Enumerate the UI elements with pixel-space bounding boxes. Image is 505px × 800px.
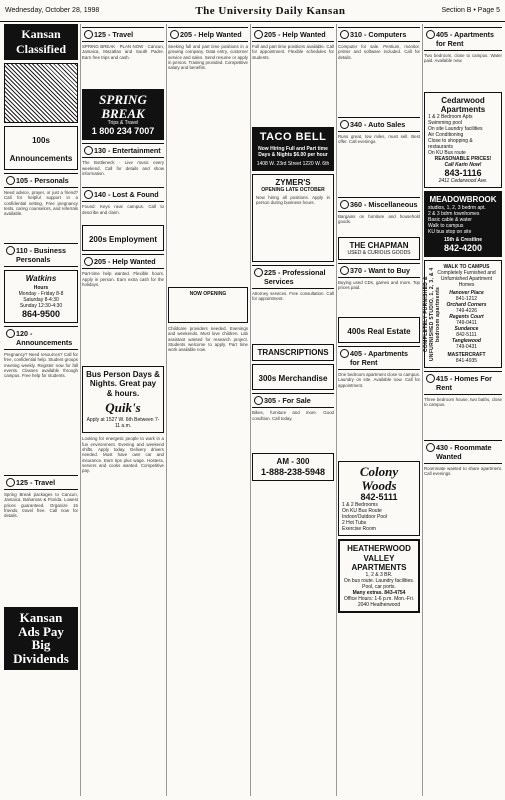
column-6 xyxy=(424,24,502,796)
travel-text: Spring Break packages to Cancun, Jamaica, Bahamas & Florida. Lowest prices guaranteed. Organize 15 friends, travel free. Call now for details. xyxy=(4,492,78,519)
quiks-ad: Bus Person Days & Nights. Great pay & hours. Quik's Apply at 1527 W. 6th Between 7-11 a.m. xyxy=(82,366,164,433)
travel-text-2: SPRING BREAK · PLAN NOW · Cancun, Jamaica, Mazatlan and South Padre. Earn free trips and cash. xyxy=(82,44,164,60)
header-announcements: 120 - Announcements xyxy=(4,326,78,350)
header-personals: 105 - Personals xyxy=(4,173,78,188)
merchandise-section-banner: 300s Merchandise xyxy=(252,364,334,390)
want-buy-text: Buying used CDs, games and more. Top prices paid. xyxy=(338,280,420,291)
walk-to-campus-ad: COMPLETELY FURNISHED & UNFURNISHED STUDIO, 1, 2, 3, & 4 bedroom apartments WALK TO CAMPUS Completely Furnished and Unfurnished Apartment Homes Hanover Place 841-1212 Orchard Corners 749-4226 Regents Court 749-0411 Sundance 842-5111 Tanglewood 749-0431 MASTERCRAFT 841-4935 xyxy=(424,260,502,368)
header-misc: 360 - Miscellaneous xyxy=(338,197,420,212)
header-roommate: 430 - Roommate Wanted xyxy=(424,440,502,464)
cedarwood-ad: Cedarwood Apartments 1 & 2 Bedroom Apts Swimming pool On site Laundry facilities Air Conditioning Close to shopping & restaurants On KU Bus route REASONABLE PRICES! Call Karin Now! 843-1116 2411 Cedarwood Ave. xyxy=(424,92,502,188)
watkins-phone: 864-9500 xyxy=(21,309,61,320)
watkins-ad: Watkins Hours Monday - Friday 8-8 Saturday 8-4:30 Sunday 12:30-4:30 864-9500 xyxy=(4,270,78,323)
masthead-date: Wednesday, October 28, 1998 xyxy=(5,7,100,14)
transcription-ad: TRANSCRIPTIONS xyxy=(252,344,334,361)
header-help-wanted-4: 205 - Help Wanted xyxy=(252,27,334,42)
heatherwood-ad: HEATHERWOOD VALLEY APARTMENTS 1, 2 & 3 BR. On bus route. Laundry facilities. Pool, car ports. Many extras. 843-4754 Office Hours: 1-6 p.m. Mon.-Fri. 2040 Heatherwood xyxy=(338,539,420,613)
apartments-text-6: Two bedroom, close to campus. Water paid. Available now. xyxy=(424,53,502,64)
ads-pay-banner: Kansan Ads Pay Big Dividends xyxy=(4,607,78,670)
entertainment-text: The Bottleneck · Live music every weekend. Call for details and show information. xyxy=(82,160,164,176)
header-travel: 125 - Travel xyxy=(4,475,78,490)
header-travel-2: 125 - Travel xyxy=(82,27,164,42)
help-wanted-text-5: Childcare providers needed. Evenings and weekends. Must love children. Lab assistant wanted for research project. Students welcome to apply. Part time work available now. xyxy=(168,326,248,353)
announcements-section-banner: 100s Announcements xyxy=(4,126,78,170)
column-2 xyxy=(82,24,164,796)
header-want-to-buy: 370 - Want to Buy xyxy=(338,263,420,278)
header-homes-rent: 415 - Homes For Rent xyxy=(424,371,502,395)
spring-break-ad: SPRING BREAK Trips & Travel 1 800 234 7007 xyxy=(82,89,164,140)
watkins-name: Watkins xyxy=(25,274,57,283)
announcements-text: Pregnancy? Need resources? Call for free, confidential help. Student groups meeting weekly. Register now for fall events. Classes available through campus. Free help for students. xyxy=(4,352,78,379)
header-apartments-5: 405 - Apartments for Rent xyxy=(338,346,420,370)
header-computers: 310 - Computers xyxy=(338,27,420,42)
help-wanted-text-4: Seeking full and part time positions in a growing company. Data entry, customer service and sales. Send resume or apply in person. Training provided. Competitive salary and benefits. xyxy=(168,44,248,71)
roommate-text: Roommate wanted to share apartment. Call evenings. xyxy=(424,465,502,476)
meadowbrook-ad: MEADOWBROOK studios, 1, 2, 3 bedrm apt. 2 & 3 bdrm townhomes Basic cable & water Walk to campus KU bus stop on site 15th & Crestline 842-4200 xyxy=(424,191,502,256)
header-business-personals: 110 - Business Personals xyxy=(4,243,78,267)
help-wanted-text-2: Part-time help wanted. Flexible hours. Apply in person. Earn extra cash for the holidays. xyxy=(82,271,164,287)
for-sale-text: Bikes, furniture and more. Good condition. Call today. xyxy=(252,410,334,421)
kansan-classified-logo: Kansan Classified xyxy=(4,24,78,60)
header-professional-services: 225 - Professional Services xyxy=(252,265,334,289)
zymers-ad: ZYMER'S OPENING LATE OCTOBER Now hiring all positions. Apply in person during business hours. xyxy=(252,174,334,262)
homes-text: Three bedroom house, two baths, close to campus. xyxy=(424,396,502,407)
header-help-wanted-2: 205 - Help Wanted xyxy=(82,254,164,269)
colony-woods-logo: Colony Woods xyxy=(359,464,399,493)
column-3 xyxy=(168,24,248,796)
meadowbrook-logo: MEADOWBROOK xyxy=(429,195,497,205)
quiks-logo: Quik's xyxy=(105,399,141,415)
column-4 xyxy=(252,24,334,796)
cedarwood-logo: Cedarwood Apartments xyxy=(440,96,486,115)
lost-found-text: Found: Keys near campus. Call to describe and claim. xyxy=(82,204,164,215)
apartments-text-5: One bedroom apartment close to campus. Laundry on site. Available now. Call for appointment. xyxy=(338,372,421,388)
heatherwood-logo: HEATHERWOOD VALLEY APARTMENTS xyxy=(347,544,411,572)
column-5 xyxy=(338,24,420,796)
auto-text: Runs great, low miles, must sell. Best offer. Call evenings. xyxy=(338,134,420,145)
taco-bell-logo: TACO BELL xyxy=(259,131,327,143)
misc-text: Bargains on furniture and household goods. xyxy=(338,214,420,225)
real-estate-section-banner: 400s Real Estate xyxy=(338,317,420,343)
masthead-title: The University Daily Kansan xyxy=(195,4,346,17)
header-for-sale: 305 - For Sale xyxy=(252,393,334,408)
personals-text: Need advice, prayer, or just a friend? Call for helpful support in a confidential setting. Free pregnancy tests, caring counselors, and referrals available. xyxy=(4,190,78,217)
header-lost-found: 140 - Lost & Found xyxy=(82,187,164,202)
masthead-section: Section B • Page 5 xyxy=(441,7,500,14)
header-help-wanted-3: 205 - Help Wanted xyxy=(168,27,248,42)
colony-woods-ad: Colony Woods 842-5111 1 & 2 Bedrooms On KU Bus Route Indoor/Outdoor Pool 2 Hot Tubs Exercise Room xyxy=(338,461,420,536)
professional-text: Attorney services. Free consultation. Call for appointment. xyxy=(252,291,334,302)
header-apartments-6: 405 - Apartments for Rent xyxy=(424,27,502,51)
computers-text: Computer for sale. Pentium, monitor, printer and software included. Call for details. xyxy=(338,44,420,60)
help-wanted-text-3: Looking for energetic people to work in a fun environment. Evening and weekend shifts. Apply today. Delivery drivers needed. Must have own car and insurance. Earn tips plus wage. Hostess, servers and cooks wanted. Competitive pay. xyxy=(82,436,164,474)
am300-ad: AM - 300 1-888-238-5948 xyxy=(252,453,334,480)
taco-bell-ad: TACO BELL Now Hiring Full and Part time Days & Nights $6.00 per hour 1408 W. 23rd Street 1220 W. 6th xyxy=(252,127,334,171)
travel-phone: 1 800 234 7007 xyxy=(91,126,155,137)
classified-index-box xyxy=(4,63,78,123)
header-auto-sales: 340 - Auto Sales xyxy=(338,117,420,132)
help-wanted-text-6: Full and part time positions available. Call for appointment. Flexible schedules for students. xyxy=(252,44,334,60)
zymers-logo: ZYMER'S xyxy=(275,178,311,187)
header-entertainment: 130 - Entertainment xyxy=(82,143,164,158)
chapman-logo: THE CHAPMAN xyxy=(349,241,409,250)
now-opening-box: NOW OPENING xyxy=(168,287,248,323)
masthead xyxy=(0,0,505,22)
column-1 xyxy=(4,24,78,796)
chapman-ad: THE CHAPMAN USED & CURIOUS GOODS xyxy=(338,237,420,260)
employment-section-banner: 200s Employment xyxy=(82,225,164,251)
